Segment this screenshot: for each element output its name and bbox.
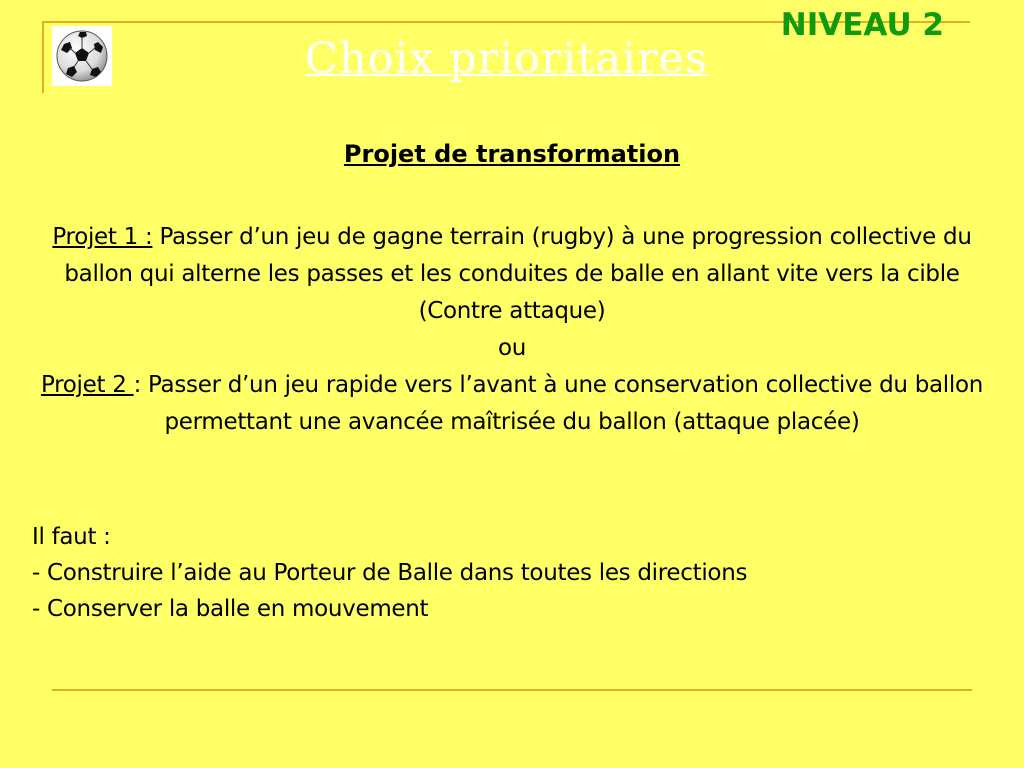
projet2-text: : Passer d’un jeu rapide vers l’avant à une conservation collective du ballon permettant une avancée maîtrisée du ballon (attaque placée) [133,372,984,435]
projet1-text: Passer d’un jeu de gagne terrain (rugby) à une progression collective du ballon qui alterne les passes et les conduites de balle en allant vite vers la cible (Contre attaque) [64,224,972,324]
projet1-label: Projet 1 : [52,224,153,250]
list-item: - Construire l’aide au Porteur de Balle dans toutes les directions [32,560,748,586]
requirements-list [32,519,992,627]
or-separator: ou [497,335,527,361]
list-item [32,591,992,627]
projet2-paragraph [40,367,984,441]
projects-text [40,219,984,441]
trailing-dot: . [428,596,436,622]
list-item-text: - Conserver la balle en mouvement [32,596,429,622]
left-divider [42,21,44,93]
projet1-paragraph [40,219,984,330]
page-title: Choix prioritaires [305,34,708,84]
il-faut-heading: Il faut : [32,524,111,550]
level-label: NIVEAU 2 [780,7,944,43]
projet2-label: Projet 2 [40,372,134,398]
logo-box [52,26,112,86]
section-subtitle: Projet de transformation [343,140,681,168]
bottom-divider [52,689,972,691]
soccer-ball-icon [54,28,110,84]
